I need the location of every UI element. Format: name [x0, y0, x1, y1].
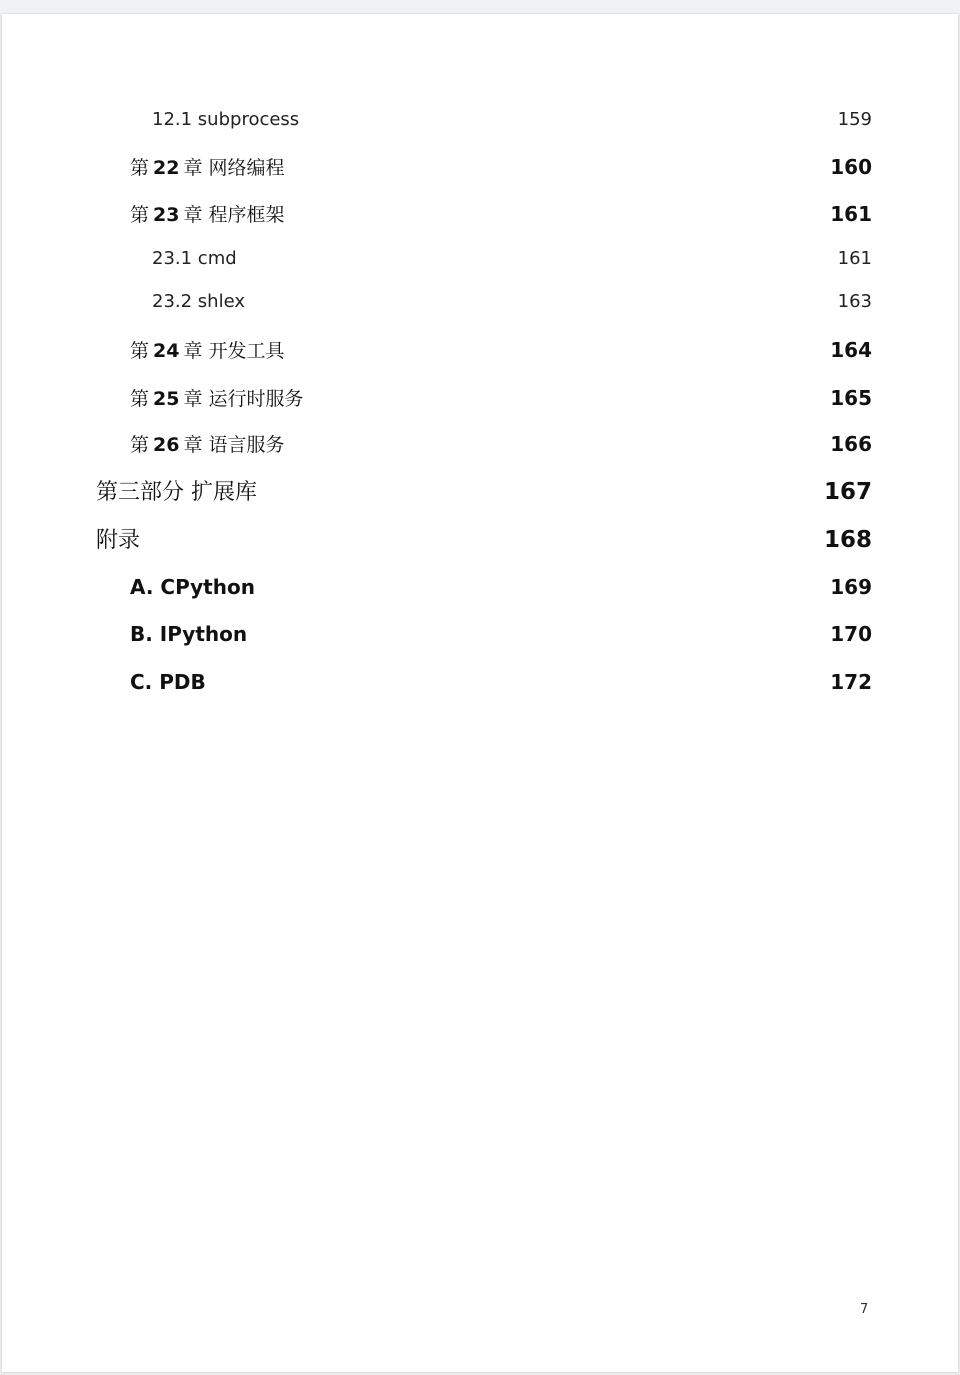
toc-entry-title: B. IPython — [130, 622, 248, 646]
toc-entry-title — [130, 153, 285, 180]
chapter-title: 程序框架 — [208, 204, 285, 226]
toc-entry-page: 160 — [830, 155, 872, 179]
toc-entry-title: 23.1 cmd — [152, 248, 237, 269]
toc-entry-title: 23.2 shlex — [152, 291, 245, 312]
chapter-title: 网络编程 — [208, 157, 285, 179]
chapter-number: 23 — [153, 204, 180, 226]
chapter-prefix: 第 — [130, 204, 150, 226]
toc-entry-page: 163 — [837, 291, 872, 312]
toc-entry-page: 165 — [830, 386, 872, 410]
toc-entry-title — [130, 200, 285, 227]
toc-entry-title: C. PDB — [130, 670, 206, 694]
toc-entry-page: 172 — [830, 670, 872, 694]
toc-entry-page: 168 — [823, 527, 872, 553]
toc-entry-section[interactable] — [152, 109, 872, 130]
window-top-strip — [0, 0, 960, 14]
chapter-title: 运行时服务 — [208, 388, 304, 410]
toc-entry-chapter[interactable] — [130, 153, 872, 180]
toc-entry-page: 159 — [837, 109, 872, 130]
toc-entry-chapter[interactable] — [130, 200, 872, 227]
toc-entry-title: 第三部分 扩展库 — [96, 480, 257, 505]
toc-entry-appendix[interactable] — [130, 575, 872, 599]
toc-entry-page: 166 — [830, 432, 872, 456]
chapter-suffix: 章 — [183, 204, 203, 226]
chapter-suffix: 章 — [183, 157, 203, 179]
toc-entry-chapter[interactable] — [130, 336, 872, 363]
toc-entry-title — [130, 336, 285, 363]
toc-entry-title — [130, 384, 304, 411]
toc-entry-part[interactable] — [96, 475, 872, 506]
chapter-prefix: 第 — [130, 434, 150, 456]
chapter-prefix: 第 — [130, 340, 150, 362]
chapter-prefix: 第 — [130, 388, 150, 410]
toc-entry-page: 161 — [830, 202, 872, 226]
document-page — [2, 14, 958, 1372]
chapter-title: 开发工具 — [208, 340, 285, 362]
toc-entry-page: 170 — [830, 622, 872, 646]
page-number: 7 — [860, 1302, 869, 1317]
chapter-suffix: 章 — [183, 434, 203, 456]
toc-entry-title: A. CPython — [130, 575, 255, 599]
chapter-suffix: 章 — [183, 340, 203, 362]
toc-entry-chapter[interactable] — [130, 384, 872, 411]
toc-entry-section[interactable] — [152, 291, 872, 312]
toc-entry-title — [130, 430, 285, 457]
toc-entry-chapter[interactable] — [130, 430, 872, 457]
toc-entry-page: 167 — [823, 479, 872, 505]
chapter-number: 24 — [153, 340, 180, 362]
toc-entry-title: 附录 — [96, 528, 141, 553]
toc-entry-section[interactable] — [152, 248, 872, 269]
chapter-number: 22 — [153, 157, 180, 179]
chapter-number: 25 — [153, 388, 180, 410]
toc-entry-appendix[interactable] — [130, 670, 872, 694]
toc-entry-page: 169 — [830, 575, 872, 599]
toc-entry-page: 164 — [830, 338, 872, 362]
toc-entry-part[interactable] — [96, 523, 872, 554]
toc-entry-title: 12.1 subprocess — [152, 109, 300, 130]
chapter-prefix: 第 — [130, 157, 150, 179]
chapter-title: 语言服务 — [208, 434, 285, 456]
toc-entry-appendix[interactable] — [130, 622, 872, 646]
toc-entry-page: 161 — [837, 248, 872, 269]
chapter-suffix: 章 — [183, 388, 203, 410]
chapter-number: 26 — [153, 434, 180, 456]
